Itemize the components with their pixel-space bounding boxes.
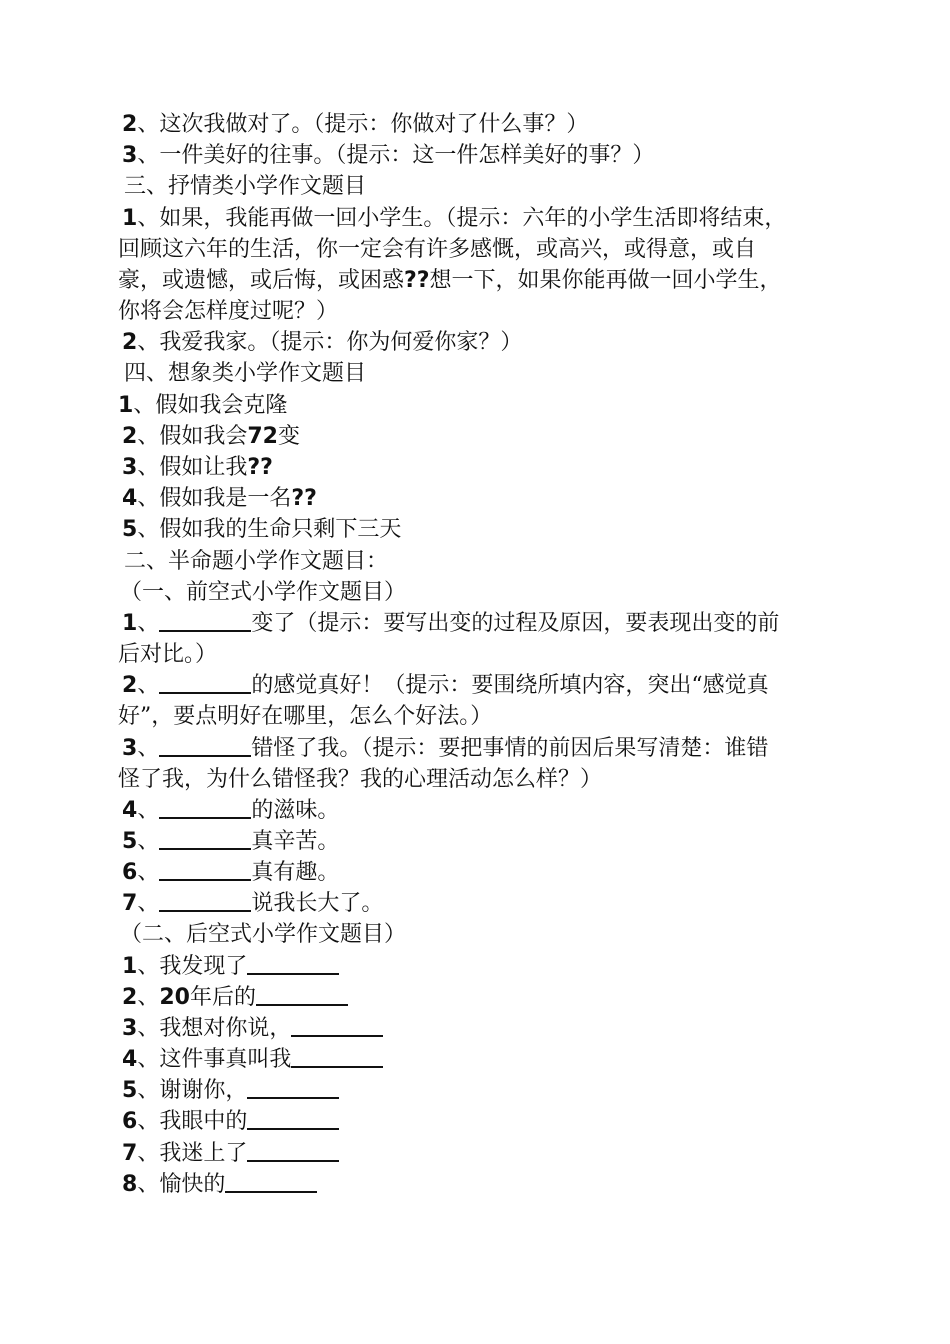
fill-blank (159, 733, 251, 757)
line-1: 2、这次我做对了。（提示：你做对了什么事？） (122, 112, 589, 137)
fill-blank (256, 982, 348, 1006)
fill-blank (159, 608, 251, 632)
line-31: 4、这件事真叫我 (122, 1044, 862, 1075)
line-33: 6、我眼中的 (122, 1106, 862, 1137)
fill-blank (159, 670, 251, 694)
line-11: 2、假如我会72变 (122, 424, 300, 449)
fill-blank (247, 1138, 339, 1162)
line-8: 2、我爱我家。（提示：你为何爱你家？） (122, 330, 523, 355)
line-22: 怪了我，为什么错怪我？我的心理活动怎么样？） (118, 767, 603, 792)
line-30: 3、我想对你说， (122, 1013, 862, 1044)
fill-blank (159, 857, 251, 881)
fill-blank (159, 888, 251, 912)
fill-blank (291, 1013, 383, 1037)
fill-blank (247, 951, 339, 975)
line-19: 2、 的感觉真好！（提示：要围绕所填内容，突出“感觉真 (122, 670, 862, 701)
section-heading: 四、想象类小学作文题目 (124, 361, 367, 386)
section-heading: 二、半命题小学作文题目： (124, 549, 389, 574)
fill-blank (159, 826, 251, 850)
fill-blank (159, 795, 251, 819)
line-34: 7、我迷上了 (122, 1138, 862, 1169)
line-10: 1、假如我会克隆 (118, 393, 288, 418)
line-18: 后对比。） (118, 642, 218, 667)
line-12: 3、假如让我?? (122, 455, 273, 480)
line-29: 2、20年后的 (122, 982, 862, 1013)
line-7: 你将会怎样度过呢？） (118, 299, 339, 324)
line-17: 1、 变了（提示：要写出变的过程及原因，要表现出变的前 (122, 608, 862, 639)
line-20: 好”，要点明好在哪里，怎么个好法。） (118, 704, 493, 729)
line-26: 7、 说我长大了。 (122, 888, 862, 919)
section-heading: 三、抒情类小学作文题目 (124, 174, 367, 199)
line-32: 5、谢谢你， (122, 1075, 862, 1106)
fill-blank (225, 1169, 317, 1193)
line-35: 8、愉快的 (122, 1169, 862, 1200)
line-21: 3、 错怪了我。（提示：要把事情的前因后果写清楚：谁错 (122, 733, 862, 764)
line-28: 1、我发现了 (122, 951, 862, 982)
line-23: 4、 的滋味。 (122, 795, 862, 826)
line-25: 6、 真有趣。 (122, 857, 862, 888)
line-6: 豪，或遗憾，或后悔，或困惑??想一下，如果你能再做一回小学生， (118, 268, 782, 293)
fill-blank (291, 1044, 383, 1068)
fill-blank (247, 1075, 339, 1099)
line-4: 1、如果，我能再做一回小学生。（提示：六年的小学生活即将结束， (122, 206, 787, 231)
subsection-heading: （二、后空式小学作文题目） (120, 922, 407, 947)
fill-blank (247, 1106, 339, 1130)
line-14: 5、假如我的生命只剩下三天 (122, 517, 402, 542)
line-24: 5、 真辛苦。 (122, 826, 862, 857)
line-5: 回顾这六年的生活，你一定会有许多感慨，或高兴，或得意，或自 (118, 237, 757, 262)
line-13: 4、假如我是一名?? (122, 486, 317, 511)
subsection-heading: （一、前空式小学作文题目） (120, 580, 407, 605)
line-2: 3、一件美好的往事。（提示：这一件怎样美好的事？） (122, 143, 655, 168)
